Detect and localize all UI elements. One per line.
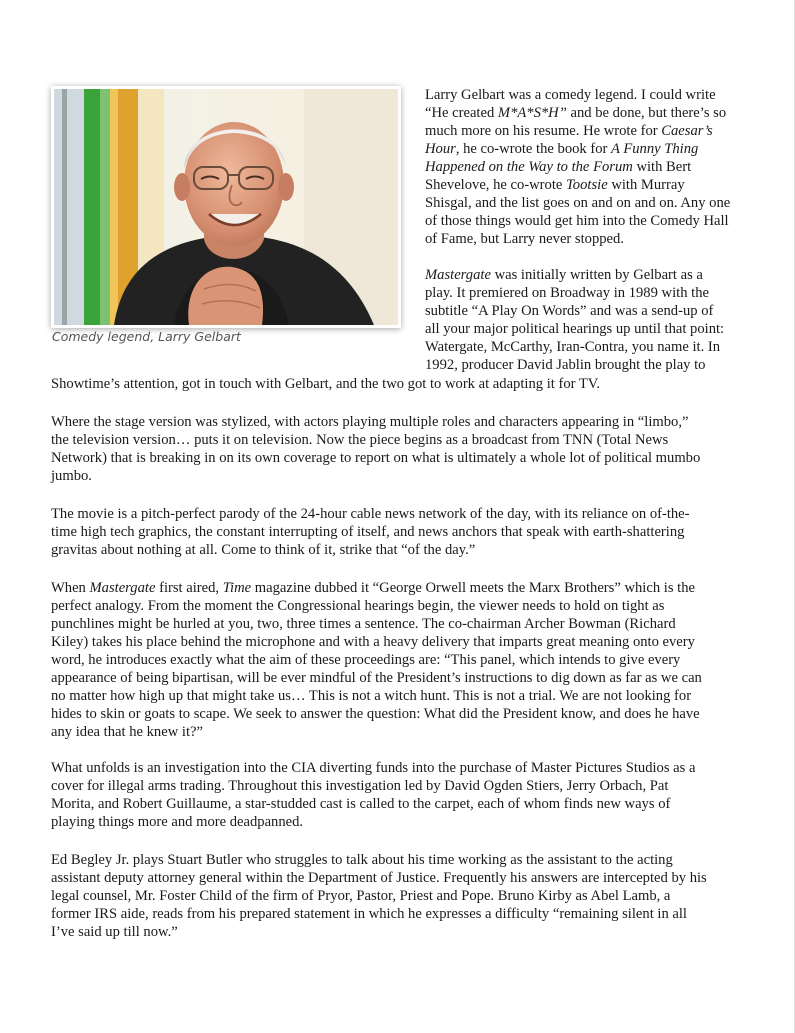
text-line bbox=[51, 651, 751, 669]
text-line: jumbo. bbox=[51, 468, 92, 484]
text-line: gravitas about nothing at all. Come to think of it, strike that “of the day.” bbox=[51, 542, 476, 558]
text-run: punchlines might be hurled at you, two, three times a sentence. The co-chairman Archer Bowman (Richard bbox=[51, 616, 676, 632]
text-line bbox=[425, 158, 750, 176]
text-run: first aired, bbox=[155, 580, 223, 596]
text-line bbox=[425, 302, 750, 320]
italic-title: Happened on the Way to the Forum bbox=[425, 159, 633, 175]
text-line: former IRS aide, reads from his prepared statement in which he expresses a difficulty “remaining silent in all bbox=[51, 906, 687, 922]
text-line bbox=[51, 597, 751, 615]
text-run: of those things would get him into the Comedy Hall bbox=[425, 213, 729, 229]
text-line: Ed Begley Jr. plays Stuart Butler who struggles to talk about his time working as the assistant to the acting bbox=[51, 852, 673, 868]
text-line bbox=[425, 356, 750, 374]
text-run: of Fame, but Larry never stopped. bbox=[425, 231, 624, 247]
text-line: legal counsel, Mr. Foster Child of the firm of Pryor, Pastor, Priest and Pope. Bruno Kirby as Abel Lamb, a bbox=[51, 888, 671, 904]
text-run: any idea that he knew it?” bbox=[51, 724, 203, 740]
text-run: word, he introduces exactly what the aim of these proceedings are: “This panel, which intends to give every bbox=[51, 652, 681, 668]
portrait-photo bbox=[51, 86, 401, 328]
italic-title: Caesar’s bbox=[661, 123, 713, 139]
text-line bbox=[425, 320, 750, 338]
text-run: hides to skin or goats to scape. We seek to answer the question: What did the President know, and does he have bbox=[51, 706, 700, 722]
text-run: Shevelove, he co-wrote bbox=[425, 177, 567, 193]
text-run: and be done, but there’s so bbox=[566, 105, 727, 121]
parody-paragraph bbox=[51, 505, 751, 559]
text-run: Kiley) takes his place behind the microphone and with a heavy delivery that imparts great meaning onto every bbox=[51, 634, 695, 650]
text-run: perfect analogy. From the moment the Congressional hearings begin, the viewer needs to hold on tight as bbox=[51, 598, 665, 614]
first-aired-paragraph bbox=[51, 579, 751, 741]
text-run: When bbox=[51, 580, 90, 596]
text-line bbox=[51, 687, 751, 705]
text-run: with Bert bbox=[632, 159, 692, 175]
text-line: Showtime’s attention, got in touch with Gelbart, and the two got to work at adapting it for TV. bbox=[51, 376, 601, 392]
text-run: with Murray bbox=[607, 177, 685, 193]
text-line: I’ve said up till now.” bbox=[51, 924, 178, 940]
mastergate-origin-paragraph bbox=[425, 266, 750, 374]
text-run: appearance of being bipartisan, will be ever mindful of the President’s instructions to dig down as far as we can bbox=[51, 670, 702, 686]
text-line: playing things more and more deadpanned. bbox=[51, 814, 304, 830]
text-line: Where the stage version was stylized, with actors playing multiple roles and characters appearing in “limbo,” bbox=[51, 414, 689, 430]
text-run: “He created bbox=[425, 105, 498, 121]
mastergate-origin-paragraph-continued bbox=[51, 375, 751, 393]
text-line: assistant deputy attorney general within the Department of Justice. Frequently his answers are intercepted by his bbox=[51, 870, 707, 886]
text-line bbox=[51, 705, 751, 723]
text-run: 1992, producer David Jablin brought the play to bbox=[425, 357, 706, 373]
begley-paragraph bbox=[51, 851, 751, 941]
text-line bbox=[51, 579, 751, 597]
investigation-paragraph bbox=[51, 759, 751, 831]
text-line: What unfolds is an investigation into the CIA diverting funds into the purchase of Master Pictures Studios as a bbox=[51, 760, 696, 776]
text-run: was initially written by Gelbart as a bbox=[490, 267, 703, 283]
italic-title: A Funny Thing bbox=[611, 141, 699, 157]
italic-title: Mastergate bbox=[425, 267, 491, 283]
text-run: much more on his resume. He wrote for bbox=[425, 123, 662, 139]
italic-title: Hour bbox=[425, 141, 456, 157]
text-line: the television version… puts it on television. Now the piece begins as a broadcast from TNN (Total News bbox=[51, 432, 669, 448]
text-line: cover for illegal arms trading. Throughout this investigation led by David Ogden Stiers, Jerry Orbach, Pat bbox=[51, 778, 669, 794]
text-line: Network) that is breaking in on its own coverage to report on what is ultimately a whole lot of political mumbo bbox=[51, 450, 701, 466]
photo-caption: Comedy legend, Larry Gelbart bbox=[52, 329, 241, 344]
text-run: no matter how high up that might take us… This is not a witch hunt. This is not a trial. We are not looking for bbox=[51, 688, 692, 704]
text-line bbox=[425, 86, 750, 104]
stage-vs-tv-paragraph bbox=[51, 413, 751, 485]
text-run: subtitle “A Play On Words” and was a send-up of bbox=[425, 303, 714, 319]
text-line: The movie is a pitch-perfect parody of the 24-hour cable news network of the day, with its reliance on of-the- bbox=[51, 506, 690, 522]
text-line bbox=[51, 615, 751, 633]
text-line bbox=[51, 723, 751, 741]
text-line bbox=[425, 104, 750, 122]
text-line: Morita, and Robert Guillaume, a star-studded cast is called to the carpet, each of whom finds new ways of bbox=[51, 796, 671, 812]
text-line bbox=[425, 212, 750, 230]
text-line bbox=[425, 122, 750, 140]
italic-title: Time bbox=[222, 580, 252, 596]
text-line bbox=[425, 176, 750, 194]
italic-title: Tootsie bbox=[566, 177, 608, 193]
text-line bbox=[425, 338, 750, 356]
text-line bbox=[425, 266, 750, 284]
text-run: magazine dubbed it “George Orwell meets the Marx Brothers” which is the bbox=[251, 580, 696, 596]
text-run: Shisgal, and the list goes on and on and on. Any one bbox=[425, 195, 731, 211]
italic-title: M*A*S*H” bbox=[497, 105, 567, 121]
text-run: Larry Gelbart was a comedy legend. I could write bbox=[425, 87, 716, 103]
text-line bbox=[425, 140, 750, 158]
text-line bbox=[51, 669, 751, 687]
italic-title: Mastergate bbox=[89, 580, 156, 596]
photo-figure bbox=[51, 86, 401, 328]
text-run: Watergate, McCarthy, Iran-Contra, you name it. In bbox=[425, 339, 721, 355]
text-line bbox=[51, 633, 751, 651]
text-run: play. It premiered on Broadway in 1989 with the bbox=[425, 285, 709, 301]
text-line bbox=[425, 194, 750, 212]
text-line: time high tech graphics, the constant interrupting of itself, and news anchors that speak with earth-shattering bbox=[51, 524, 685, 540]
text-line bbox=[425, 284, 750, 302]
portrait-image bbox=[54, 89, 398, 325]
text-run: all your major political hearings up until that point: bbox=[425, 321, 725, 337]
intro-paragraph bbox=[425, 86, 750, 248]
text-line bbox=[425, 230, 750, 248]
text-run: , he co-wrote the book for bbox=[455, 141, 612, 157]
